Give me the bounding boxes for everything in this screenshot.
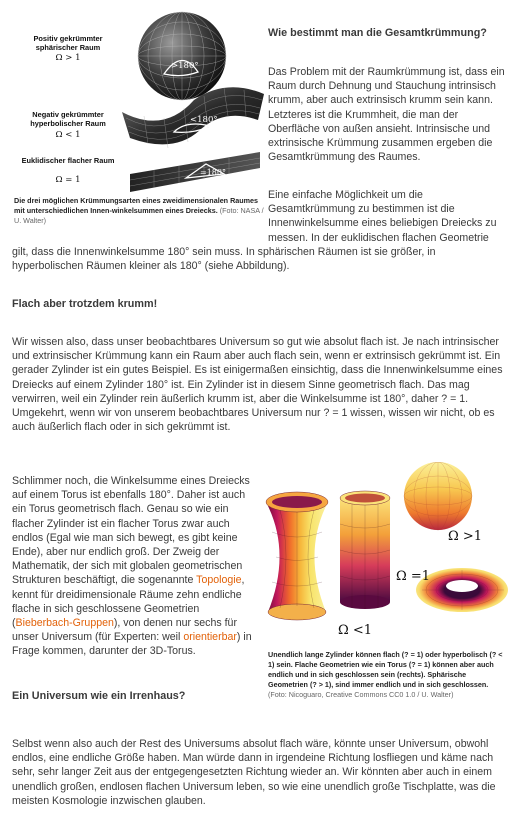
paragraph-flach-krumm: Wir wissen also, dass unser beobachtbares Universum so gut wie absolut flach ist. Je nach intrinsischer und extrinsischer Krümmung kann ein Raum aber auch flach sein, wenn er extrinsisch gekrümmt ist. Ein gerader Zylinder ist ein gutes Beispiel. Es ist einigermaßen einsichtig, dass die Innenwinkelsumme eines Dreiecks auf einem Zylinder 180° ist. Ein Zylinder ist in diesem Sinne geometrisch flach. Das mag verwirren, weil ein Zylinder rein äußerlich krumm ist, aber die Winkelsumme ist 180°, daher ? = 1. Umgekehrt, wenn wir von unserem beobachtbares Universum nur ? = 1 wissen, wissen wir nicht, ob es auch äußerlich flach oder in sich gekrümmt ist. bbox=[12, 336, 503, 434]
torus-text-c: ), von denen nur sechs für unser Universum (für Experten: weil bbox=[12, 617, 237, 644]
figure-cylinder-torus-sphere bbox=[262, 462, 512, 637]
label-positive-omega: Ω > 1 bbox=[55, 53, 81, 63]
omega-greater-label: Ω >1 bbox=[448, 529, 483, 544]
angle-saddle-label: <180° bbox=[190, 115, 218, 125]
paragraph-innenwinkel-rest: gilt, dass die Innenwinkelsumme 180° sein muss. In sphärischen Räumen ist sie größer, in hyperbolischen Räumen kleiner als 180° (siehe Abbildung). bbox=[12, 246, 436, 273]
paragraph-innenwinkel-start bbox=[268, 188, 513, 245]
para2-line1: Eine einfache Möglichkeit um die bbox=[268, 189, 423, 201]
torus-text-b: , kennt für dreidimensionale Räume zehn endliche flache in sich geschlossene Geometrien ( bbox=[12, 574, 245, 630]
curvature-shapes bbox=[14, 8, 266, 196]
angle-flat-label: =180° bbox=[200, 168, 226, 177]
label-negative-omega: Ω < 1 bbox=[55, 130, 81, 140]
figure-curvature-types bbox=[14, 8, 266, 196]
figure2-source: (Foto: Nicoguaro, Creative Commons CC0 1.0 / U. Walter) bbox=[268, 690, 454, 699]
flat-plane-shape bbox=[130, 152, 260, 192]
link-orientierbar[interactable]: orientierbar bbox=[183, 631, 237, 644]
label-negative: Negativ gekrümmter hyperbolischer Raum bbox=[30, 110, 106, 128]
shapes-illustration bbox=[262, 462, 512, 637]
omega-less-label: Ω <1 bbox=[338, 623, 373, 637]
label-flat-omega: Ω = 1 bbox=[55, 175, 81, 185]
heading-irrenhaus: Ein Universum wie ein Irrenhaus? bbox=[12, 690, 186, 702]
label-flat: Euklidischer flacher Raum bbox=[21, 156, 115, 165]
link-topologie[interactable]: Topologie bbox=[196, 574, 242, 587]
omega-equal-label: Ω =1 bbox=[396, 569, 431, 584]
link-bieberbach-gruppen[interactable]: Bieberbach-Gruppen bbox=[15, 617, 114, 630]
torus-text-a: Schlimmer noch, die Winkelsumme eines Dreiecks auf einem Torus ist ebenfalls 180°. Daher ist auch ein Torus geometrisch flach. Genau so wie ein flacher Zylinder ist ein flacher Torus zwar auch endlos (Egal wie man sich bewegt, es gibt keine Ende), aber nur endlich groß. Der Zweig der Mathematik, der sich mit globalen geometrischen Strukturen beschäftigt, die sogenannte bbox=[12, 475, 250, 587]
sphere-shape-color bbox=[404, 462, 472, 530]
para2-line2: Gesamtkrümmung zu bestimmen ist die bbox=[268, 203, 455, 216]
label-positive: Positiv gekrümmter sphärischer Raum bbox=[33, 34, 103, 52]
figure1-caption-text: Die drei möglichen Krümmungsarten eines zweidimensionalen Raumes mit unterschiedlichen Innen-winkelsummen eines Dreiecks. bbox=[14, 196, 259, 215]
paragraph-irrenhaus: Selbst wenn also auch der Rest des Universums absolut flach wäre, könnte unser Universum, obwohl endlos, eine endliche Größe haben. Man würde dann in irgendeine Richtung losfliegen und käme nach sehr, sehr langer Zeit aus der entgegengesetzten Richtung wieder an. Wir könnten aber auch in einem unendlich großen, endlosen flachen Universum leben, so wie eine unendlich große Tischplatte, was die meisten Kosmologie inzwischen glauben. bbox=[12, 738, 496, 807]
flat-cylinder-shape bbox=[340, 491, 390, 609]
figure1-source: (Foto: NASA / U. Walter) bbox=[14, 206, 264, 225]
heading-flach-aber-krumm: Flach aber trotzdem krumm! bbox=[12, 298, 158, 310]
angle-sphere-label: >180° bbox=[171, 61, 199, 71]
paragraph-torus bbox=[12, 474, 258, 659]
hyperbolic-cylinder-shape bbox=[266, 492, 328, 620]
torus-text-d: ) in Frage kommen, darunter der 3D-Torus. bbox=[12, 631, 252, 658]
figure2-caption bbox=[268, 650, 508, 700]
figure2-caption-text: Unendlich lange Zylinder können flach (? = 1) oder hyperbolisch (? < 1) sein. Flache Geometrien wie ein Torus (? = 1) können aber auch endlich und in sich geschlossen sein (rechts). Sphärische Geometrien (? > 1), sind immer endlich und in sich geschlossen. bbox=[268, 650, 503, 689]
para2-line3: Innenwinkelsumme eines beliebigen Dreiecks zu bbox=[268, 217, 497, 230]
figure1-caption bbox=[14, 196, 264, 226]
sphere-shape bbox=[138, 12, 226, 100]
heading-gesamtkruemmung: Wie bestimmt man die Gesamtkrümmung? bbox=[268, 27, 487, 39]
paragraph-raumkruemmung: Das Problem mit der Raumkrümmung ist, dass ein Raum durch Dehnung und Stauchung intrinsisch krumm, aber auch extrinsisch krumm sein kann. Letzteres ist die Krummheit, die man der Oberfläche von außen ansieht. Intrinsische und extrinsische Krümmung zusammen ergeben die Gesamtkrümmung des Raumes. bbox=[268, 66, 505, 164]
para2-line4: messen. In der euklidischen flachen Geometrie bbox=[268, 231, 489, 244]
